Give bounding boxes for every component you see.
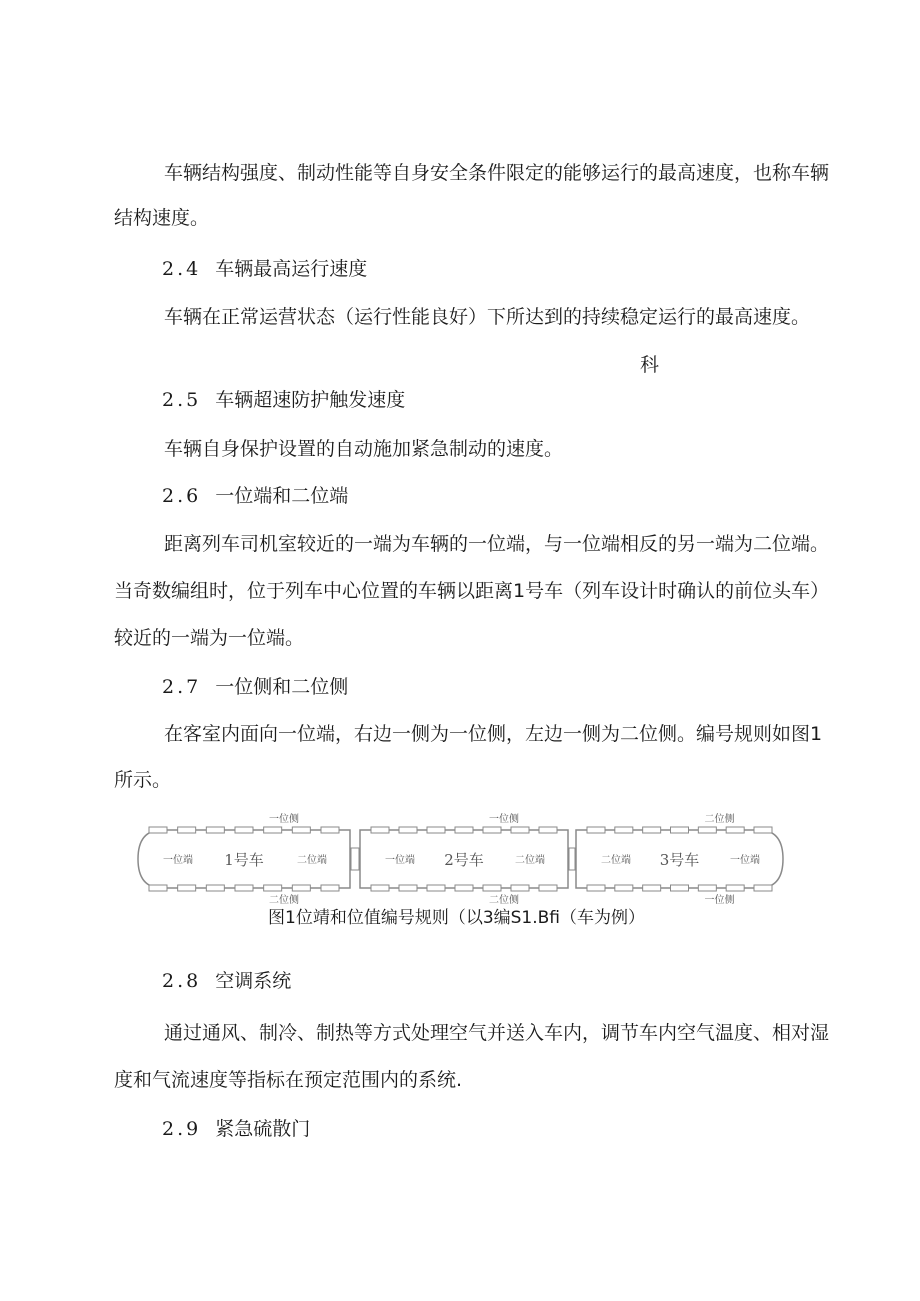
car-3-top-door: [726, 827, 744, 833]
car-2-bottom-door: [427, 885, 445, 891]
paragraph-2-6-line-1: 距离列车司机室较近的一端为车辆的一位端，与一位端相反的另一端为二位端。: [164, 533, 830, 555]
car-2-bottom-door: [539, 885, 557, 891]
car-2-top-door: [511, 827, 529, 833]
car-1-top-door: [178, 827, 196, 833]
car-2-bottom-door: [371, 885, 389, 891]
heading-2-6-number: 2.6: [162, 485, 202, 507]
car-3-bottom-door: [754, 885, 772, 891]
car-3-bottom-door: [671, 885, 689, 891]
coupler-1-2: [351, 848, 359, 870]
heading-2-5-number: 2.5: [162, 389, 202, 411]
heading-2-4-number: 2.4: [162, 258, 202, 280]
car-3-bottom-door: [726, 885, 744, 891]
car-1-top-door: [292, 827, 310, 833]
car-2-side-top-label: 一位侧: [489, 814, 519, 825]
car-2-top-door: [483, 827, 501, 833]
heading-2-9-number: 2.9: [162, 1118, 202, 1140]
heading-2-4-title: 车辆最高运行速度: [215, 258, 368, 280]
figure-caption: 图1位靖和位值编号规则（以3编S1.Bfi（车为例）: [268, 908, 646, 928]
paragraph-2-6-line-2: 当奇数编组时，位于列车中心位置的车辆以距离1号车（列车设计时确认的前位头车）: [114, 580, 830, 602]
car-3-bottom-door: [698, 885, 716, 891]
heading-2-7-title: 一位侧和二位侧: [215, 676, 349, 698]
paragraph-2-6-line-3: 较近的一端为一位端。: [114, 627, 305, 649]
car-1-bottom-door: [178, 885, 196, 891]
car-2-end-left-label: 一位端: [385, 855, 415, 866]
car-1-bottom-door: [264, 885, 282, 891]
car-1-side-top-label: 一位侧: [269, 814, 299, 825]
car-2-top-door: [539, 827, 557, 833]
car-3-side-top-label: 二位侧: [704, 814, 735, 825]
car-3-top-door: [754, 827, 772, 833]
heading-2-7-number: 2.7: [162, 676, 202, 698]
heading-2-8: [162, 968, 291, 994]
car-3-top-door: [615, 827, 633, 833]
car-1-side-bottom-label: 二位侧: [269, 895, 299, 906]
car-1-bottom-door: [292, 885, 310, 891]
car-1-bottom-door: [149, 885, 167, 891]
heading-2-5-title: 车辆超速防护触发速度: [215, 389, 406, 411]
heading-2-5: [162, 387, 405, 413]
car-3-bottom-door: [643, 885, 661, 891]
car-1-top-door: [321, 827, 339, 833]
car-1-top-door: [235, 827, 253, 833]
car-1-bottom-door: [206, 885, 224, 891]
stray-character: 科: [640, 354, 660, 376]
paragraph-2-4: 车辆在正常运营状态（运行性能良好）下所达到的持续稳定运行的最高速度。: [164, 306, 811, 328]
paragraph-2-8-line-1: 通过通风、制冷、制热等方式处理空气并送入车内，调节车内空气温度、相对湿: [164, 1022, 830, 1044]
car-2-bottom-door: [511, 885, 529, 891]
car-1-end-right-label: 二位端: [297, 855, 327, 866]
heading-2-9: [162, 1116, 310, 1142]
car-2-side-bottom-label: 二位侧: [489, 895, 519, 906]
car-1-top-door: [264, 827, 282, 833]
car-2-bottom-door: [399, 885, 417, 891]
heading-2-6: [162, 483, 348, 509]
paragraph-2-7-line-2: 所示。: [114, 769, 172, 791]
heading-2-6-title: 一位端和二位端: [215, 485, 349, 507]
paragraph-2-3-line-2: 结构速度。: [114, 207, 210, 229]
car-3-bottom-door: [587, 885, 605, 891]
paragraph-2-8-line-2: 度和气流速度等指标在预定范围内的系统.: [114, 1069, 463, 1091]
paragraph-2-5: 车辆自身保护设置的自动施加紧急制动的速度。: [164, 438, 564, 460]
car-2-top-door: [371, 827, 389, 833]
car-2-label: 2号车: [444, 851, 484, 869]
paragraph-2-7-line-1: 在客室内面向一位端，右边一侧为一位侧，左边一侧为二位侧。编号规则如图1: [164, 723, 823, 745]
car-2-top-door: [427, 827, 445, 833]
car-1-bottom-door: [321, 885, 339, 891]
car-2-top-door: [455, 827, 473, 833]
heading-2-9-title: 紧急硫散门: [215, 1118, 311, 1140]
car-3-end-right-label: 一位端: [730, 855, 760, 866]
heading-2-8-title: 空调系统: [215, 970, 292, 992]
heading-2-8-number: 2.8: [162, 970, 202, 992]
car-3-top-door: [698, 827, 716, 833]
car-2-bottom-door: [483, 885, 501, 891]
car-1-top-door: [149, 827, 167, 833]
car-1-top-door: [206, 827, 224, 833]
heading-2-7: [162, 674, 348, 700]
car-1-label: 1号车: [224, 851, 264, 869]
car-3-bottom-door: [615, 885, 633, 891]
car-3-end-left-label: 二位端: [601, 855, 631, 866]
car-1-bottom-door: [235, 885, 253, 891]
car-1-end-left-label: 一位端: [163, 855, 193, 866]
car-3-top-door: [643, 827, 661, 833]
car-2-top-door: [399, 827, 417, 833]
car-3-label: 3号车: [659, 851, 700, 869]
car-3-side-bottom-label: 一位侧: [704, 895, 735, 906]
car-3-top-door: [671, 827, 689, 833]
heading-2-4: [162, 256, 367, 282]
coupler-2-3: [569, 848, 575, 870]
paragraph-2-3-line-1: 车辆结构强度、制动性能等自身安全条件限定的能够运行的最高速度，也称车辆: [164, 162, 830, 184]
car-2-end-right-label: 二位端: [515, 855, 545, 866]
car-3-top-door: [587, 827, 605, 833]
car-2-bottom-door: [455, 885, 473, 891]
train-numbering-diagram: [128, 808, 790, 908]
